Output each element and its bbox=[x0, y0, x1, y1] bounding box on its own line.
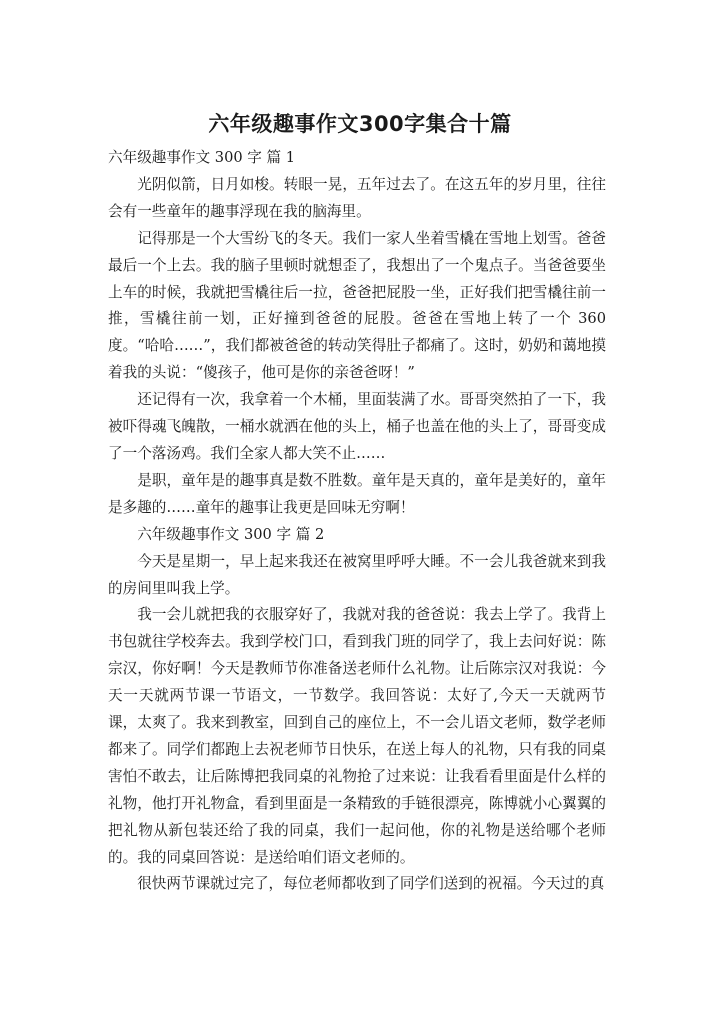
essay-2-heading: 六年级趣事作文 300 字 篇 2 bbox=[137, 525, 325, 543]
paragraph: 还记得有一次，我拿着一个木桶，里面装满了水。哥哥突然拍了一下，我被吓得魂飞魄散，一桶水就洒在他的头上，桶子也盖在他的头上了，哥哥变成了一个落汤鸡。我们全家人都大笑不止…… bbox=[108, 391, 606, 462]
paragraph: 是职，童年是的趣事真是数不胜数。童年是天真的，童年是美好的，童年是多趣的……童年的趣事让我更是回味无穷啊！ bbox=[108, 471, 606, 516]
document-title: 六年级趣事作文300字集合十篇 bbox=[208, 112, 512, 136]
paragraph: 记得那是一个大雪纷飞的冬天。我们一家人坐着雪橇在雪地上划雪。爸爸最后一个上去。我的脑子里顿时就想歪了，我想出了一个鬼点子。当爸爸要坐上车的时候，我就把雪橇往后一拉，爸爸把屁股一坐，正好我们把雪橇往前一推，雪橇往前一划，正好撞到爸爸的屁股。爸爸在雪地上转了一个 360 度。“哈哈……”，我们都被爸爸的转动笑得肚子都痛了。这时，奶奶和蔼地摸着我的头说：“傻孩子，他可是你的亲爸爸呀！” bbox=[108, 229, 606, 382]
document-body bbox=[108, 145, 606, 898]
paragraph: 光阴似箭，日月如梭。转眼一晃，五年过去了。在这五年的岁月里，往往会有一些童年的趣事浮现在我的脑海里。 bbox=[108, 175, 606, 220]
paragraph: 我一会儿就把我的衣服穿好了，我就对我的爸爸说：我去上学了。我背上书包就往学校奔去。我到学校门口，看到我门班的同学了，我上去问好说：陈宗汉，你好啊！今天是教师节你准备送老师什么礼物。让后陈宗汉对我说：今天一天就两节课一节语文，一节数学。我回答说：太好了,今天一天就两节课，太爽了。我来到教室，回到自己的座位上，不一会儿语文老师，数学老师都来了。同学们都跑上去祝老师节日快乐，在送上每人的礼物，只有我的同桌害怕不敢去，让后陈博把我同桌的礼物抢了过来说：让我看看里面是什么样的礼物，他打开礼物盒，看到里面是一条精致的手链很漂亮，陈博就小心翼翼的把礼物从新包装还给了我的同桌，我们一起问他，你的礼物是送给哪个老师的。我的同桌回答说：是送给咱们语文老师的。 bbox=[108, 606, 606, 866]
essay-1-heading: 六年级趣事作文 300 字 篇 1 bbox=[108, 149, 296, 166]
paragraph: 很快两节课就过完了，每位老师都收到了同学们送到的祝福。今天过的真 bbox=[137, 875, 605, 893]
paragraph: 今天是星期一，早上起来我还在被窝里呼呼大睡。不一会儿我爸就来到我的房间里叫我上学。 bbox=[108, 552, 606, 597]
